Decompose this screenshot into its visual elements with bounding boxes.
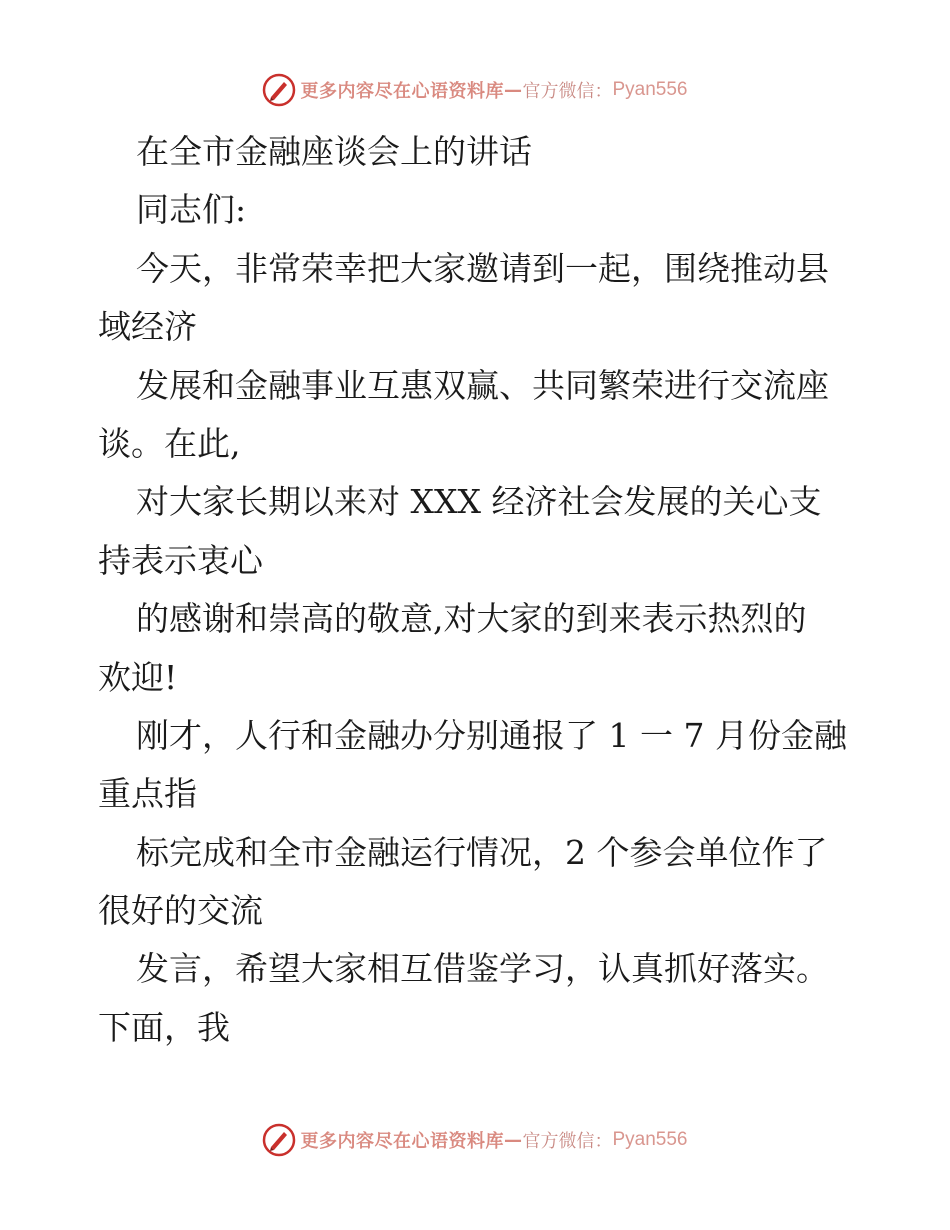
text-line: 的感谢和崇高的敬意,对大家的到来表示热烈的 bbox=[136, 599, 807, 639]
header-wechat-id: Pyan556 bbox=[612, 79, 688, 100]
header-wechat-label: 官方微信： bbox=[522, 81, 613, 102]
header-text: 更多内容尽在心语资料库 bbox=[300, 81, 504, 102]
text-line: 持表示衷心 bbox=[98, 540, 263, 580]
text-line: 刚才，人行和金融办分别通报了 1 一 7 月份金融 bbox=[136, 715, 847, 755]
text-line: 今天，非常荣幸把大家邀请到一起，围绕推动县 bbox=[136, 248, 829, 288]
document-body bbox=[98, 123, 868, 1057]
footer-wechat-id: Pyan556 bbox=[612, 1129, 688, 1150]
header-dash: — bbox=[503, 79, 523, 101]
text-line: 域经济 bbox=[98, 307, 197, 347]
text-line: 发言，希望大家相互借鉴学习，认真抓好落实。 bbox=[136, 949, 829, 989]
footer-dash: — bbox=[503, 1129, 523, 1151]
text-line: 同志们: bbox=[136, 190, 247, 230]
text-line: 谈。在此, bbox=[98, 423, 241, 463]
footer-wechat-label: 官方微信： bbox=[522, 1131, 613, 1152]
text-line: 标完成和全市金融运行情况，2 个参会单位作了 bbox=[136, 832, 828, 872]
pen-logo-icon bbox=[262, 73, 296, 107]
text-line: 对大家长期以来对 XXX 经济社会发展的关心支 bbox=[136, 482, 822, 522]
text-line: 下面，我 bbox=[98, 1007, 230, 1047]
text-line: 发展和金融事业互惠双赢、共同繁荣进行交流座 bbox=[136, 365, 829, 405]
footer-text: 更多内容尽在心语资料库 bbox=[300, 1131, 504, 1152]
text-line: 很好的交流 bbox=[98, 891, 263, 931]
text-line: 重点指 bbox=[98, 774, 197, 814]
text-line: 欢迎! bbox=[98, 657, 178, 697]
document-title: 在全市金融座谈会上的讲话 bbox=[136, 132, 532, 171]
pen-logo-icon bbox=[262, 1123, 296, 1157]
header-watermark bbox=[0, 70, 950, 110]
footer-watermark bbox=[0, 1120, 950, 1160]
